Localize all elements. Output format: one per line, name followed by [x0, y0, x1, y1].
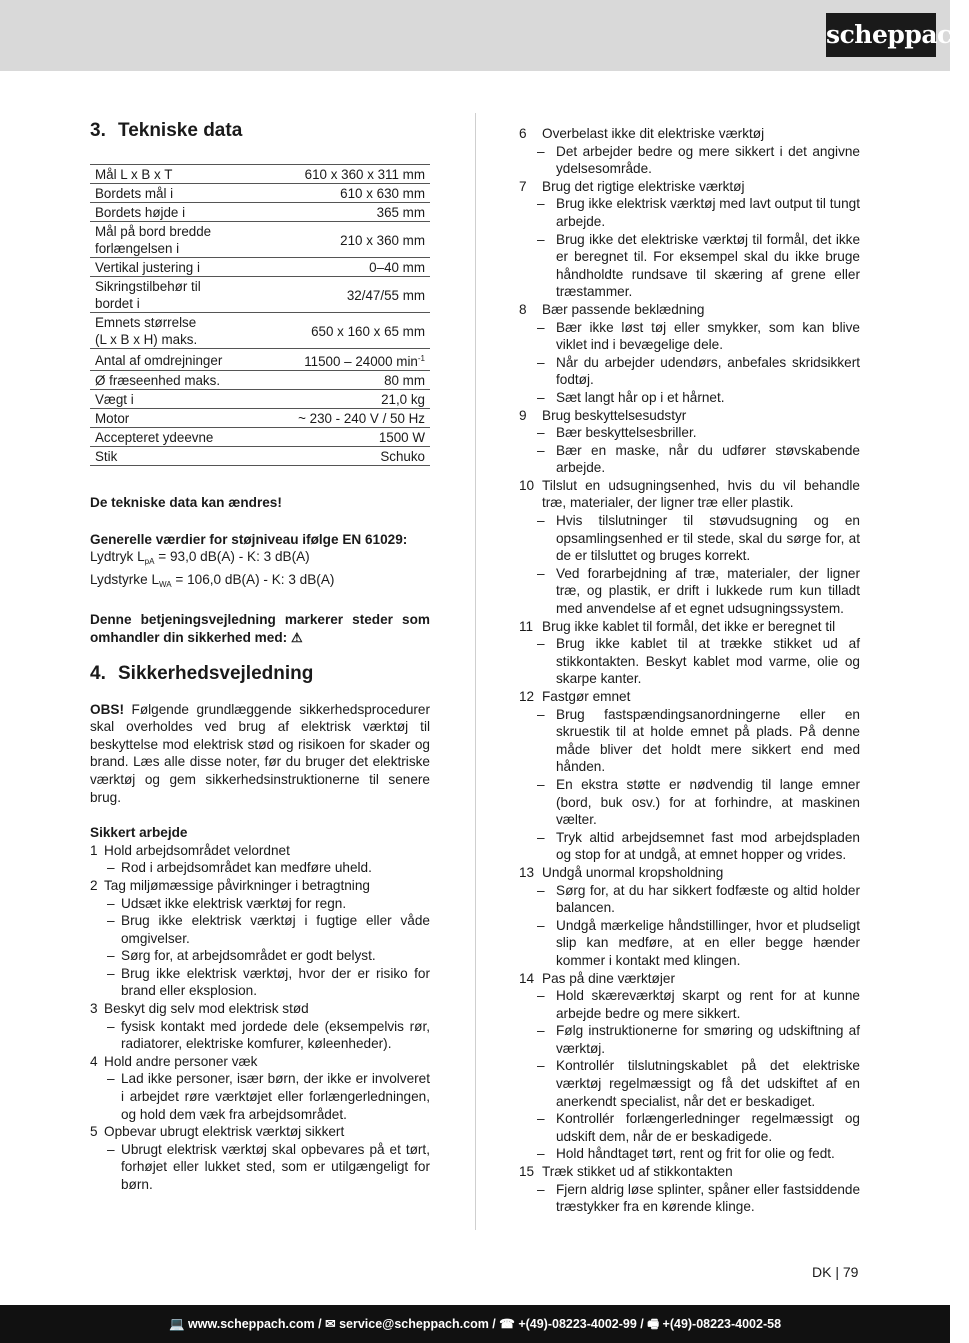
- tech-data-value: 21,0 kg: [260, 390, 430, 409]
- page-number: DK | 79: [812, 1264, 859, 1280]
- tech-data-label: Mål på bord bredde forlængelsen i: [90, 222, 260, 258]
- fax-icon: 🖷: [647, 1317, 660, 1331]
- list-item: 7 Brug det rigtige elektriske værktøj: [519, 178, 745, 194]
- list-sub-item: – Brug fastspændingsanordningerne eller en skruestik til at holde emnet på plads. På denne måde bliver det holdt mere sikkert end med hånden.: [537, 706, 860, 775]
- footer-phone: +(49)-08223-4002-99: [518, 1317, 637, 1331]
- tech-data-value: 80 mm: [260, 371, 430, 390]
- list-item: 8 Bær passende beklædning: [519, 301, 705, 317]
- tech-data-value: ~ 230 - 240 V / 50 Hz: [260, 409, 430, 428]
- column-divider: [475, 113, 476, 1230]
- tech-data-label: Antal af omdrejninger: [90, 349, 260, 371]
- warning-triangle-icon: ⚠: [290, 629, 303, 645]
- tech-data-row: [90, 349, 430, 371]
- list-sub-item: – Hold skæreværktøj skarpt og rent for at kunne arbejde bedre og mere sikkert.: [537, 988, 860, 1021]
- tech-data-label: Mål L x B x T: [90, 165, 260, 184]
- tech-data-table: [90, 164, 430, 466]
- obs-paragraph: OBS! Følgende grundlæggende sikkerhedsprocedurer skal overholdes ved brug af elektrisk værktøj til beskyttelse mod elektrisk stød og risikoen for skader og brand. Læs alle disse noter, før du bruger det elektriske værktøj og gem sikkerhedsinstruktionerne til senere brug.: [90, 701, 430, 805]
- computer-icon: 💻: [168, 1317, 185, 1331]
- footer-fax: +(49)-08223-4002-58: [662, 1317, 782, 1331]
- tech-data-value: 32/47/55 mm: [260, 277, 430, 313]
- list-item: 5 Opbevar ubrugt elektrisk værktøj sikkert: [90, 1124, 345, 1140]
- tech-data-row: [90, 390, 430, 409]
- tech-data-row: [90, 222, 430, 258]
- tech-data-row: [90, 409, 430, 428]
- tech-data-row: [90, 203, 430, 222]
- list-sub-item: – Lad ikke personer, især børn, der ikke er involveret i arbejdet røre værktøjet eller forlængerledningen, og hold dem væk fra arbejdsområdet.: [107, 1071, 430, 1122]
- list-sub-item: – Fjern aldrig løse splinter, spåner eller fastsiddende træstykker fra en kørende klinge.: [537, 1181, 860, 1215]
- tech-data-value: 11500 – 24000 $\min^{-1}$: [260, 349, 430, 371]
- safe-work-title: Sikkert arbejde: [90, 825, 188, 841]
- tech-data-label: Bordets mål i: [90, 184, 260, 203]
- tech-data-value: 610 x 360 x 311 mm: [260, 165, 430, 184]
- tech-data-value: 1500 W: [260, 428, 430, 447]
- list-sub-item: – Kontrollér tilslutningskablet på det elektriske værktøj regelmæssigt og få det udskiftet af en anerkendt specialist, når det er beskadiget.: [537, 1058, 860, 1109]
- tech-data-label: Ø fræseenhed maks.: [90, 371, 260, 390]
- list-sub-item: – Ved forarbejdning af træ, materialer, der ligner træ, og plastik, er drift i lukkede rum kun tilladt med anvendelse af et egnet udsugningssystem.: [537, 565, 860, 617]
- list-sub-item: – Bær en maske, når du udfører støvskabende arbejde.: [537, 442, 860, 476]
- list-item: 1 Hold arbejdsområdet velordnet: [90, 842, 290, 858]
- list-sub-item: – Sæt langt hår op i et hårnet.: [537, 389, 725, 405]
- list-item: 10 Tilslut en udsugningsenhed, hvis du vil behandle træ, materialer, der ligner træ eller plastik.: [519, 477, 860, 511]
- tech-data-value: 610 x 630 mm: [260, 184, 430, 203]
- tech-data-row: [90, 165, 430, 184]
- list-sub-item: – Bær ikke løst tøj eller smykker, som kan blive viklet ind i bevægelige dele.: [537, 319, 860, 353]
- list-sub-item: – Brug ikke elektrisk værktøj med lavt output til tungt arbejde.: [537, 196, 860, 229]
- list-sub-item: – Hold håndtaget tørt, rent og frit for olie og fedt.: [537, 1146, 835, 1162]
- list-sub-item: – Ubrugt elektrisk værktøj skal opbevares på et tørt, forhøjet eller lukket sted, som er utilgængeligt for børn.: [107, 1141, 430, 1192]
- tech-data-value: 210 x 360 mm: [260, 222, 430, 258]
- tech-data-label: Bordets højde i: [90, 203, 260, 222]
- change-note: De tekniske data kan ændres!: [90, 495, 282, 510]
- list-sub-item: – fysisk kontakt med jordede dele (eksempelvis rør, radiatorer, elektriske komfurer, køleenheder).: [107, 1018, 430, 1052]
- section-4-heading: 4. Sikkerhedsvejledning: [90, 662, 314, 684]
- phone-icon: ☎: [499, 1317, 515, 1331]
- tech-data-row: [90, 277, 430, 313]
- list-sub-item: – Sørg for, at du har sikkert fodfæste og altid holder balancen.: [537, 882, 860, 916]
- tech-data-label: Sikringstilbehør til bordet i: [90, 277, 260, 313]
- list-sub-item: – Det arbejder bedre og mere sikkert i det angivne ydelsesområde.: [537, 143, 860, 177]
- tech-data-label: Emnets størrelse (L x B x H) maks.: [90, 313, 260, 349]
- list-sub-item: – Sørg for, at arbejdsområdet er godt belyst.: [107, 948, 376, 964]
- list-item: 4 Hold andre personer væk: [90, 1053, 258, 1069]
- list-item: 14 Pas på dine værktøjer: [519, 970, 675, 986]
- list-sub-item: – Udsæt ikke elektrisk værktøj for regn.: [107, 895, 347, 911]
- left-column: [90, 118, 430, 1194]
- safety-list-left: [90, 842, 430, 1194]
- safety-list-right: [519, 125, 860, 1216]
- list-sub-item: – Undgå mærkelige håndstillinger, hvor et pludseligt slip kan medføre, at en eller begge hænder kommer i kontakt med klingen.: [537, 917, 860, 968]
- list-sub-item: – Følg instruktionerne for smøring og udskiftning af værktøj.: [537, 1023, 860, 1056]
- list-sub-item: – En ekstra støtte er nødvendig til lange emner (bord, buk osv.) for at forhindre, at maskinen vælter.: [537, 776, 860, 828]
- list-item: 3 Beskyt dig selv mod elektrisk stød: [90, 1001, 309, 1017]
- tech-data-value: 650 x 160 x 65 mm: [260, 313, 430, 349]
- noise-pressure: Lydtryk $L_{pA} = 93,0$ dB(A) - K: 3 dB(A): [90, 549, 310, 567]
- tech-data-value: Schuko: [260, 447, 430, 466]
- footer-web[interactable]: www.scheppach.com: [188, 1317, 315, 1331]
- tech-data-label: Motor: [90, 409, 260, 428]
- tech-data-label: Accepteret ydeevne: [90, 428, 260, 447]
- tech-data-row: [90, 428, 430, 447]
- list-item: 11 Brug ikke kablet til formål, det ikke er beregnet til: [519, 618, 836, 634]
- tech-data-row: [90, 447, 430, 466]
- list-sub-item: – Brug ikke elektrisk værktøj i fugtige eller våde omgivelser.: [107, 913, 430, 946]
- section-3-heading: 3. Tekniske data: [90, 120, 243, 141]
- tech-data-row: [90, 313, 430, 349]
- footer-email[interactable]: service@scheppach.com: [339, 1317, 489, 1331]
- list-sub-item: – Tryk altid arbejdsemnet fast mod arbejdspladen og stop for at undgå, at emnet hopper og vrides.: [537, 829, 860, 863]
- tech-data-label: Stik: [90, 447, 260, 466]
- list-sub-item: – Brug ikke elektrisk værktøj, hvor der er risiko for brand eller eksplosion.: [107, 965, 430, 999]
- right-column: [519, 125, 860, 1216]
- noise-title: Generelle værdier for støjniveau ifølge EN 61029:: [90, 531, 408, 547]
- tech-data-label: Vægt i: [90, 390, 260, 409]
- list-item: 15 Træk stikket ud af stikkontakten: [519, 1164, 733, 1180]
- scheppach-logo: scheppach: [826, 13, 936, 57]
- list-sub-item: – Brug ikke det elektriske værktøj til formål, det ikke er beregnet til. For eksempel skal du ikke bruge håndholdte rundsave til skæring af grene eller træstammer.: [537, 231, 860, 300]
- footer-bar: 💻 www.scheppach.com / ✉ service@scheppach.com / ☎ +(49)-08223-4002-99 / 🖷 +(49)-08223-4002-58: [0, 1305, 950, 1343]
- list-item: 12 Fastgør emnet: [519, 689, 631, 704]
- list-sub-item: – Når du arbejder udendørs, anbefales skridsikkert fodtøj.: [537, 354, 860, 388]
- tech-data-value: 365 mm: [260, 203, 430, 222]
- tech-data-label: Vertikal justering i: [90, 258, 260, 277]
- list-item: 2 Tag miljømæssige påvirkninger i betragtning: [90, 877, 370, 893]
- safety-marker-note: Denne betjeningsvejledning markerer steder som omhandler din sikkerhed med: ⚠: [90, 612, 430, 645]
- list-sub-item: – Rod i arbejdsområdet kan medføre uheld.: [107, 860, 372, 876]
- list-sub-item: – Brug ikke kablet til at trække stikket ud af stikkontakten. Beskyt kablet mod varme, olie og skarpe kanter.: [537, 636, 860, 687]
- list-item: 6 Overbelast ikke dit elektriske værktøj: [519, 126, 765, 141]
- list-item: 9 Brug beskyttelsesudstyr: [519, 407, 687, 423]
- tech-data-row: [90, 371, 430, 390]
- noise-power: Lydstyrke $L_{WA} = 106,0$ dB(A) - K: 3 dB(A): [90, 571, 335, 589]
- tech-data-value: 0–40 mm: [260, 258, 430, 277]
- list-item: 13 Undgå unormal kropsholdning: [519, 864, 724, 880]
- tech-data-row: [90, 184, 430, 203]
- header-bar: [0, 0, 969, 71]
- mail-icon: ✉: [325, 1317, 336, 1331]
- list-sub-item: – Bær beskyttelsesbriller.: [537, 425, 697, 441]
- list-sub-item: – Hvis tilslutninger til støvudsugning og en opsamlingsenhed er til stede, skal du sørge for, at de er tilsluttet og bruges korrekt.: [537, 513, 860, 564]
- tech-data-row: [90, 258, 430, 277]
- list-sub-item: – Kontrollér forlængerledninger regelmæssigt og udskift dem, når de er beskadigede.: [537, 1111, 860, 1144]
